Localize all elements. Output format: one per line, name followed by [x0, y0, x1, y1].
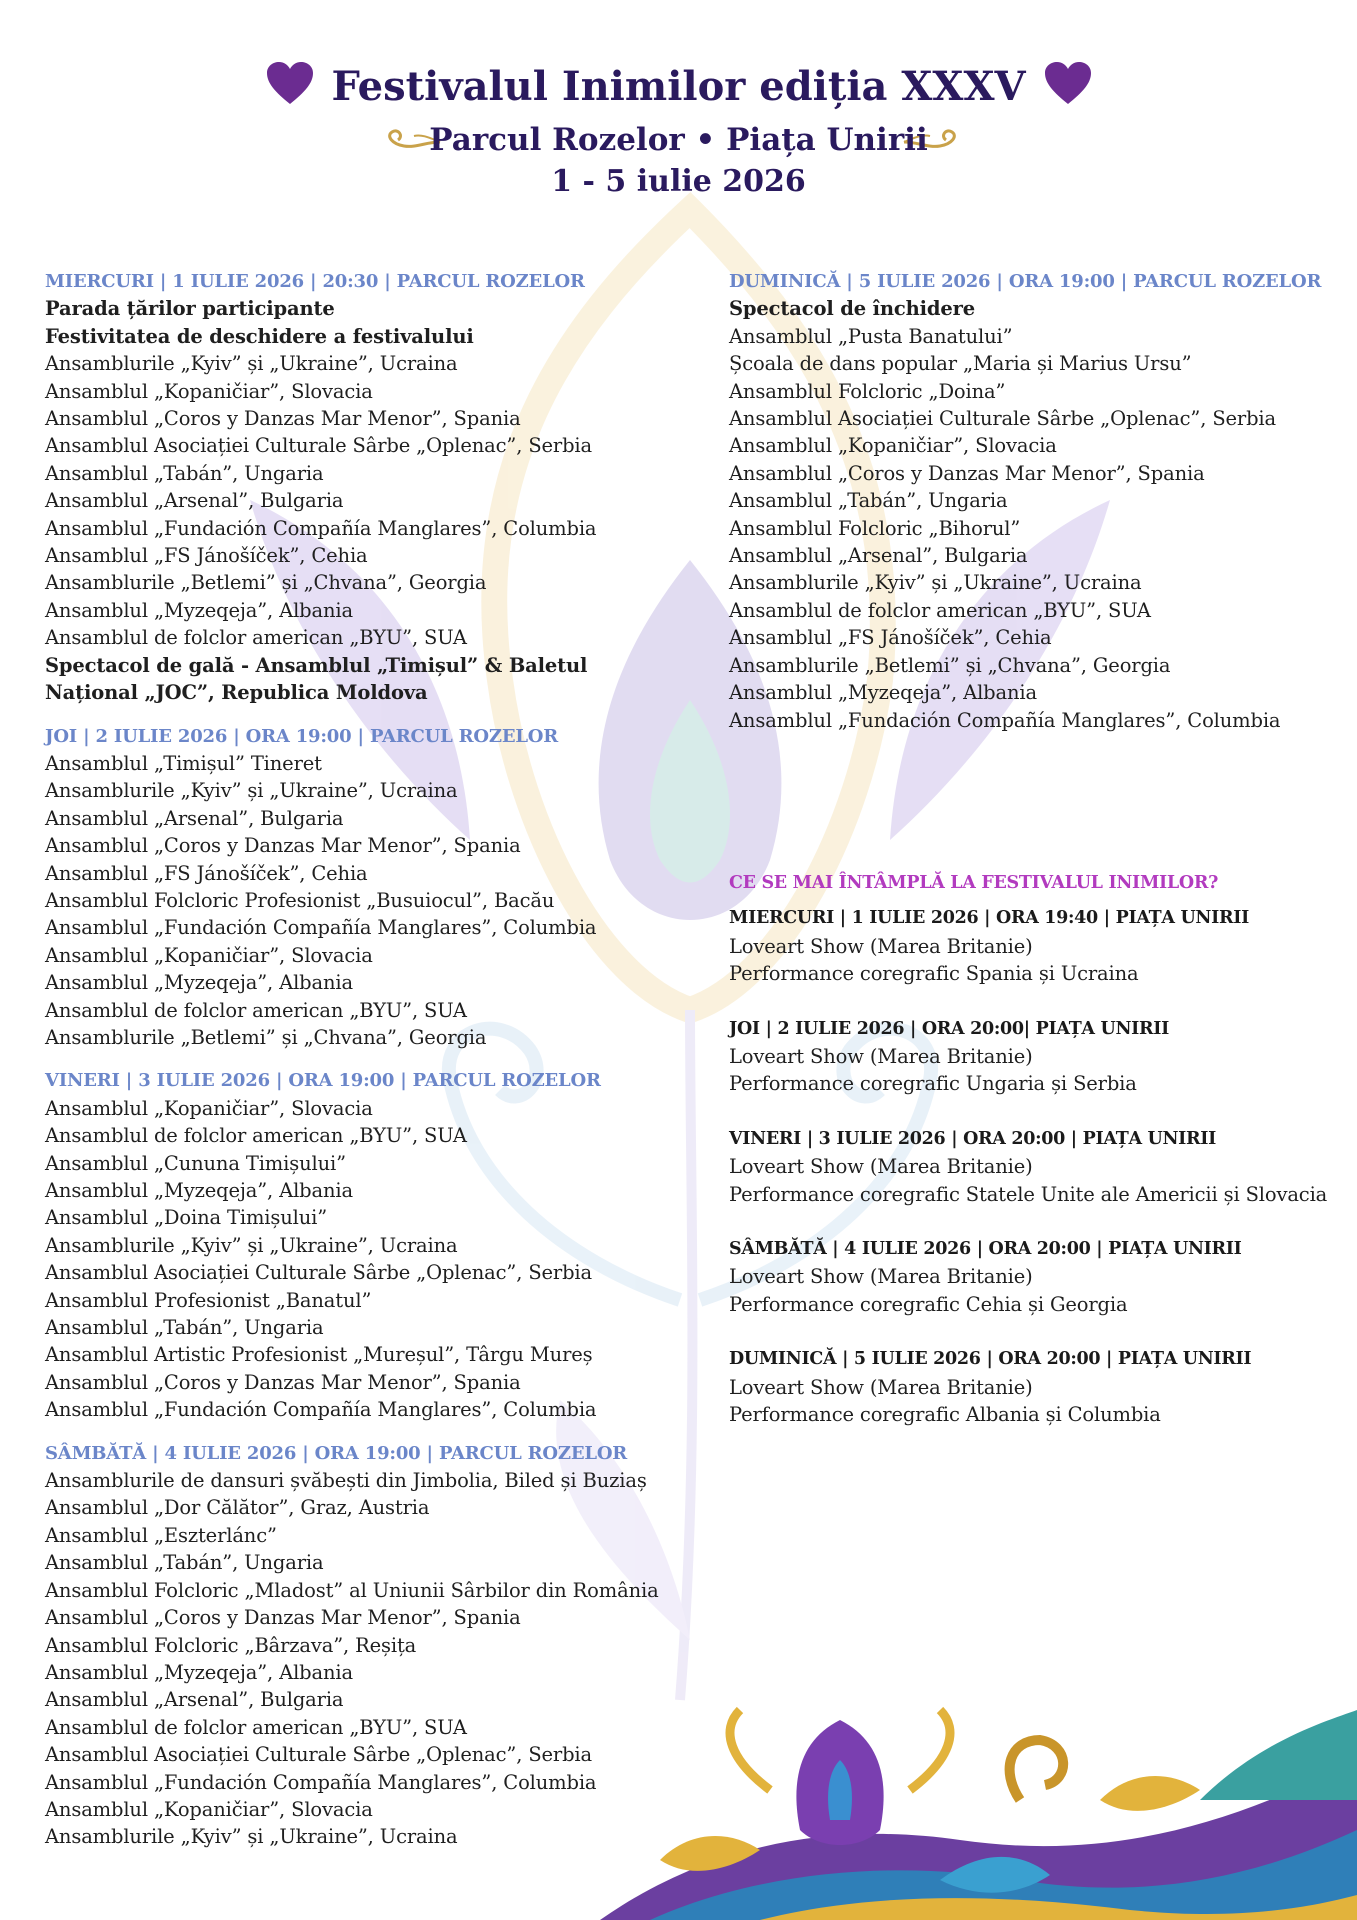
- program-right-column: [729, 268, 1339, 1456]
- page-title: Festivalul Inimilor ediția XXXV: [331, 63, 1026, 110]
- program-line: Ansamblul „Kopaničiar”, Slovacia: [45, 1096, 373, 1120]
- extra-event: [729, 905, 1339, 987]
- page-header: [0, 55, 1357, 203]
- program-line: Ansamblul „FS Jánošíček”, Cehia: [45, 544, 368, 568]
- program-line: Ansamblul „Dor Călător”, Graz, Austria: [45, 1496, 430, 1520]
- day-section-sunday: [729, 268, 1339, 734]
- program-line: Ansamblul „Fundación Compañía Manglares”, Columbia: [45, 916, 597, 940]
- program-line: Ansamblul Profesionist „Banatul”: [45, 1288, 372, 1312]
- program-line: Ansamblul Folcloric „Bârzava”, Reșița: [45, 1633, 417, 1657]
- program-line: Ansamblul „Arsenal”, Bulgaria: [45, 806, 344, 830]
- program-line: Ansamblul „Tabán”, Ungaria: [45, 1551, 324, 1575]
- program-line: Ansamblul „Arsenal”, Bulgaria: [45, 489, 344, 513]
- program-line: Ansamblul de folclor american „BYU”, SUA: [45, 1124, 467, 1148]
- event-line: Loveart Show (Marea Britanie): [729, 1044, 1033, 1068]
- program-line: Ansamblul de folclor american „BYU”, SUA: [729, 598, 1151, 622]
- event-line: Performance coregrafic Albania și Columbia: [729, 1403, 1161, 1426]
- program-line: Ansamblul „Fundación Compañía Manglares”, Columbia: [45, 1770, 597, 1794]
- event-line: Loveart Show (Marea Britanie): [729, 1375, 1033, 1399]
- event-line: Performance coregrafic Spania și Ucraina: [729, 962, 1139, 986]
- program-line: Ansamblul „Arsenal”, Bulgaria: [45, 1688, 344, 1712]
- program-line: Ansamblul Folcloric „Bihorul”: [729, 516, 1021, 540]
- day-heading: JOI | 2 IULIE 2026 | ORA 19:00 | PARCUL ROZELOR: [45, 725, 559, 747]
- program-line: Ansamblurile „Kyiv” și „Ukraine”, Ucraina: [45, 779, 458, 803]
- program-line: Ansamblurile „Kyiv” și „Ukraine”, Ucraina: [45, 352, 458, 376]
- day-section-friday: [45, 1067, 685, 1423]
- program-line: Ansamblul „Myzeqeja”, Albania: [729, 681, 1037, 705]
- program-line: Ansamblurile de dansuri șvăbești din Jimbolia, Biled și Buziaș: [45, 1469, 647, 1493]
- event-line: Performance coregrafic Statele Unite ale Americii și Slovacia: [729, 1182, 1328, 1206]
- program-line: Ansamblul „Kopaničiar”, Slovacia: [45, 1797, 373, 1821]
- day-section-saturday: [45, 1440, 685, 1851]
- program-line: Ansamblul „Coros y Danzas Mar Menor”, Spania: [729, 461, 1205, 485]
- program-line: Ansamblul Asociației Culturale Sârbe „Oplenac”, Serbia: [45, 434, 592, 458]
- event-heading: SÂMBĂTĂ | 4 IULIE 2026 | ORA 20:00 | PIAȚA UNIRII: [729, 1238, 1242, 1259]
- program-line: Ansamblul „Fundación Compañía Manglares”, Columbia: [45, 516, 597, 540]
- program-line: Ansamblul Folcloric „Mladost” al Uniunii Sârbilor din România: [45, 1578, 659, 1602]
- program-line: Ansamblul „Arsenal”, Bulgaria: [729, 544, 1028, 568]
- event-line: Loveart Show (Marea Britanie): [729, 1265, 1033, 1289]
- event-line: Loveart Show (Marea Britanie): [729, 1155, 1033, 1179]
- program-line: Ansamblul „Coros y Danzas Mar Menor”, Spania: [45, 834, 521, 858]
- program-line: Ansamblul „Coros y Danzas Mar Menor”, Spania: [45, 1370, 521, 1394]
- day-heading: VINERI | 3 IULIE 2026 | ORA 19:00 | PARCUL ROZELOR: [45, 1070, 601, 1092]
- program-line: Ansamblul „Tabán”, Ungaria: [45, 461, 324, 485]
- day-section-thursday: [45, 723, 685, 1052]
- extra-events-heading: CE SE MAI ÎNTÂMPLĂ LA FESTIVALUL INIMILOR?: [729, 872, 1219, 893]
- program-line: Ansamblurile „Betlemi” și „Chvana”, Georgia: [45, 1025, 487, 1049]
- event-heading: DUMINICĂ | 5 IULIE 2026 | ORA 20:00 | PIAȚA UNIRII: [729, 1349, 1252, 1370]
- program-line: Ansamblul „Timișul” Tineret: [45, 751, 322, 775]
- program-line: Ansamblul „Myzeqeja”, Albania: [45, 1660, 353, 1684]
- extra-event: [729, 1016, 1339, 1098]
- program-line: Ansamblul „Fundación Compañía Manglares”, Columbia: [729, 708, 1281, 732]
- program-line: Ansamblul Asociației Culturale Sârbe „Oplenac”, Serbia: [729, 407, 1276, 431]
- event-heading: VINERI | 3 IULIE 2026 | ORA 20:00 | PIAȚA UNIRII: [729, 1128, 1217, 1149]
- event-line: Performance coregrafic Ungaria și Serbia: [729, 1072, 1137, 1096]
- program-line: Școala de dans popular „Maria și Marius Ursu”: [729, 352, 1192, 376]
- program-line: Ansamblul „Doina Timișului”: [45, 1206, 328, 1230]
- program-line: Ansamblul „Tabán”, Ungaria: [729, 489, 1008, 513]
- extra-event: [729, 1236, 1339, 1318]
- program-line: Ansamblurile „Kyiv” și „Ukraine”, Ucraina: [45, 1825, 458, 1849]
- program-line: Ansamblul „FS Jánošíček”, Cehia: [45, 861, 368, 885]
- program-line: Ansamblul „Coros y Danzas Mar Menor”, Spania: [45, 407, 521, 431]
- program-line: Festivitatea de deschidere a festivalului: [45, 324, 474, 348]
- program-line: Ansamblul „Fundación Compañía Manglares”, Columbia: [45, 1398, 597, 1422]
- program-line: Ansamblul „Cununa Timișului”: [45, 1151, 346, 1175]
- program-line: Ansamblul Asociației Culturale Sârbe „Oplenac”, Serbia: [45, 1743, 592, 1767]
- program-line: Ansamblurile „Betlemi” și „Chvana”, Georgia: [729, 653, 1171, 677]
- corner-ornament: [600, 1710, 1357, 1920]
- day-heading: SÂMBĂTĂ | 4 IULIE 2026 | ORA 19:00 | PARCUL ROZELOR: [45, 1442, 628, 1464]
- program-line: Parada țărilor participante: [45, 297, 335, 321]
- program-line: Ansamblul „Myzeqeja”, Albania: [45, 598, 353, 622]
- program-line: Ansamblul „Myzeqeja”, Albania: [45, 971, 353, 995]
- day-heading: MIERCURI | 1 IULIE 2026 | 20:30 | PARCUL ROZELOR: [45, 271, 585, 292]
- program-line: Național „JOC”, Republica Moldova: [45, 681, 428, 705]
- program-line: Ansamblul „Kopaničiar”, Slovacia: [729, 434, 1057, 458]
- event-heading: MIERCURI | 1 IULIE 2026 | ORA 19:40 | PIAȚA UNIRII: [729, 908, 1249, 929]
- program-line: Ansamblul Asociației Culturale Sârbe „Oplenac”, Serbia: [45, 1261, 592, 1285]
- program-line: Ansamblurile „Kyiv” și „Ukraine”, Ucraina: [729, 571, 1142, 595]
- program-line: Ansamblul „Tabán”, Ungaria: [45, 1316, 324, 1340]
- program-line: Ansamblul de folclor american „BYU”, SUA: [45, 1715, 467, 1739]
- program-line: Ansamblurile „Betlemi” și „Chvana”, Georgia: [45, 571, 487, 595]
- program-line: Spectacol de închidere: [729, 297, 976, 321]
- extra-events: [729, 870, 1339, 1429]
- program-line: Spectacol de gală - Ansamblul „Timișul” & Baletul: [45, 653, 588, 677]
- extra-event: [729, 1126, 1339, 1208]
- program-line: Ansamblul Folcloric „Doina”: [729, 379, 1006, 403]
- program-line: Ansamblul „Coros y Danzas Mar Menor”, Spania: [45, 1606, 521, 1630]
- event-line: Loveart Show (Marea Britanie): [729, 934, 1033, 958]
- program-line: Ansamblurile „Kyiv” și „Ukraine”, Ucraina: [45, 1233, 458, 1257]
- extra-event: [729, 1346, 1339, 1428]
- program-line: Ansamblul „Kopaničiar”, Slovacia: [45, 379, 373, 403]
- program-line: Ansamblul „Kopaničiar”, Slovacia: [45, 943, 373, 967]
- program-line: Ansamblul de folclor american „BYU”, SUA: [45, 626, 467, 650]
- event-heading: JOI | 2 IULIE 2026 | ORA 20:00| PIAȚA UNIRII: [729, 1018, 1170, 1039]
- program-line: Ansamblul „Pusta Banatului”: [729, 324, 1013, 348]
- program-left-column: [45, 268, 685, 1867]
- event-line: Performance coregrafic Cehia și Georgia: [729, 1292, 1128, 1316]
- page-subtitle: Parcul Rozelor • Piața Unirii: [429, 122, 928, 158]
- program-line: Ansamblul de folclor american „BYU”, SUA: [45, 998, 467, 1022]
- program-line: Ansamblul „Eszterlánc”: [45, 1523, 277, 1547]
- program-line: Ansamblul „FS Jánošíček”, Cehia: [729, 626, 1052, 650]
- program-line: Ansamblul Folcloric Profesionist „Busuiocul”, Bacău: [45, 888, 555, 912]
- program-line: Ansamblul Artistic Profesionist „Mureșul”, Târgu Mureș: [45, 1343, 593, 1367]
- day-section-wednesday: [45, 268, 685, 707]
- day-heading: DUMINICĂ | 5 IULIE 2026 | ORA 19:00 | PARCUL ROZELOR: [729, 271, 1322, 292]
- program-line: Ansamblul „Myzeqeja”, Albania: [45, 1179, 353, 1202]
- festival-dates: 1 - 5 iulie 2026: [551, 164, 806, 199]
